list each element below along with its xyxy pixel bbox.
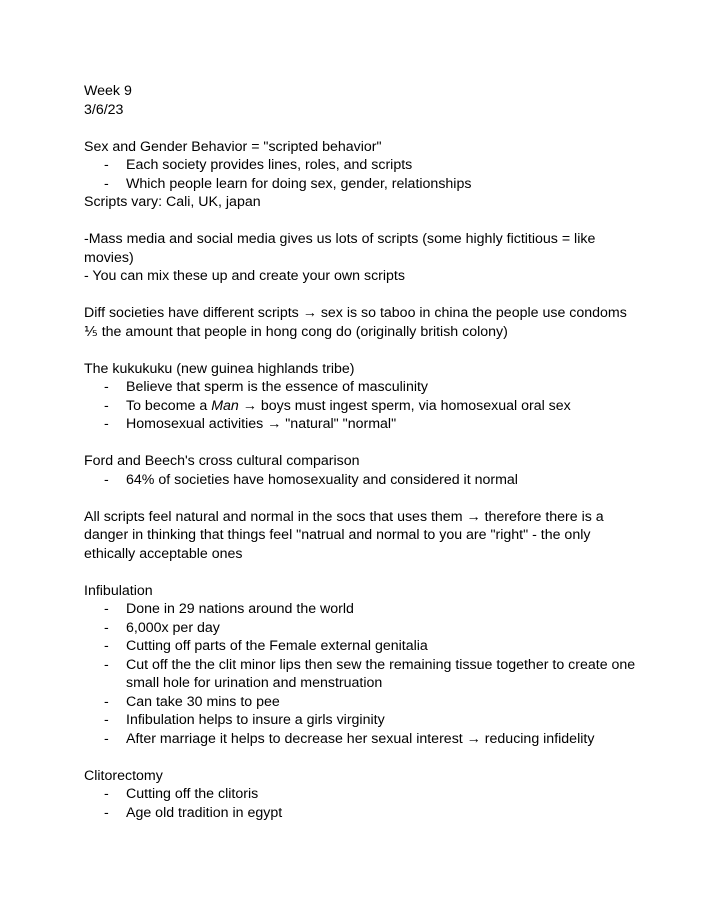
list-item (84, 600, 644, 619)
infibulation-bullet-list (84, 600, 644, 748)
dash-marker: - (104, 786, 109, 802)
list-item-text-pre: To become a (126, 397, 212, 414)
dash-marker: - (104, 175, 109, 192)
media-paragraph: -Mass media and social media gives us lots of scripts (some highly fictitious = like movies) (84, 231, 596, 266)
list-item (84, 656, 646, 693)
list-item (84, 471, 644, 490)
spacer (84, 434, 644, 453)
dash-marker: - (104, 397, 109, 414)
list-item-text: 64% of societies have homosexuality and considered it normal (126, 471, 518, 488)
kukukuku-bullet-list (84, 378, 644, 434)
dash-marker: - (104, 619, 109, 636)
clitorectomy-bullet-list (84, 785, 644, 822)
dash-marker: - (104, 379, 109, 395)
list-item-text: Which people learn for doing sex, gender, relationships (126, 175, 472, 192)
dash-marker: - (104, 693, 109, 710)
spacer (84, 119, 644, 138)
list-item-text: Homosexual activities → "natural" "normal" (126, 416, 397, 432)
list-item (84, 156, 644, 175)
scripts-vary-line: Scripts vary: Cali, UK, japan (84, 194, 261, 210)
emphasis-man: Man (211, 397, 239, 414)
dash-marker: - (104, 638, 109, 654)
list-item-text-post: → boys must ingest sperm, via homosexual oral sex (238, 397, 571, 414)
dash-marker: - (104, 471, 109, 488)
mix-scripts-line: - You can mix these up and create your own scripts (84, 268, 405, 284)
list-item-text: Can take 30 mins to pee (126, 693, 280, 710)
list-item-text: Each society provides lines, roles, and scripts (126, 157, 413, 173)
spacer (84, 286, 644, 305)
list-item (84, 637, 644, 656)
dash-marker: - (104, 712, 109, 728)
date-label: 3/6/23 (84, 101, 124, 118)
list-item (84, 730, 644, 749)
section-heading-infibulation: Infibulation (84, 582, 153, 599)
list-item-text: Age old tradition in egypt (126, 804, 283, 821)
notes-body (84, 82, 644, 822)
dash-marker: - (104, 730, 109, 747)
dash-marker: - (104, 157, 109, 173)
list-item-text: Believe that sperm is the essence of masculinity (126, 379, 429, 395)
spacer (84, 748, 644, 767)
list-item (84, 397, 644, 416)
section-heading-scripted: Sex and Gender Behavior = "scripted behavior" (84, 138, 382, 155)
diff-societies-paragraph: Diff societies have different scripts → sex is so taboo in china the people use condoms ⅕ the amount that people in hong cong do (originally british colony) (84, 305, 627, 340)
list-item-text: Done in 29 nations around the world (126, 601, 354, 617)
all-scripts-paragraph: All scripts feel natural and normal in the socs that uses them → therefore there is a danger in thinking that things feel "natrual and normal to you are "right" - the only ethically acceptable ones (84, 508, 604, 562)
list-item (84, 711, 644, 730)
section-heading-ford: Ford and Beech's cross cultural comparison (84, 453, 360, 469)
section-heading-clitorectomy: Clitorectomy (84, 767, 163, 784)
list-item-text: Cutting off the clitoris (126, 786, 259, 802)
list-item (84, 378, 644, 397)
spacer (84, 341, 644, 360)
section-heading-kukukuku: The kukukuku (new guinea highlands tribe) (84, 360, 355, 377)
list-item-text: Cutting off parts of the Female external genitalia (126, 638, 428, 654)
list-item-text: After marriage it helps to decrease her sexual interest → reducing infidelity (126, 730, 595, 747)
spacer (84, 212, 644, 231)
list-item-text: 6,000x per day (126, 619, 220, 636)
spacer (84, 563, 644, 582)
dash-marker: - (104, 601, 109, 617)
list-item (84, 693, 644, 712)
week-label: Week 9 (84, 83, 132, 99)
list-item-text: Cut off the the clit minor lips then sew the remaining tissue together to create one small hole for urination and menstruation (126, 656, 636, 691)
dash-marker: - (104, 416, 109, 432)
spacer (84, 489, 644, 508)
list-item (84, 804, 644, 823)
scripted-bullet-list (84, 156, 644, 193)
list-item-text: Infibulation helps to insure a girls virginity (126, 712, 385, 728)
list-item (84, 785, 644, 804)
dash-marker: - (104, 804, 109, 821)
dash-marker: - (104, 656, 109, 673)
list-item (84, 415, 644, 434)
ford-bullet-list (84, 471, 644, 490)
list-item (84, 175, 644, 194)
list-item (84, 619, 644, 638)
